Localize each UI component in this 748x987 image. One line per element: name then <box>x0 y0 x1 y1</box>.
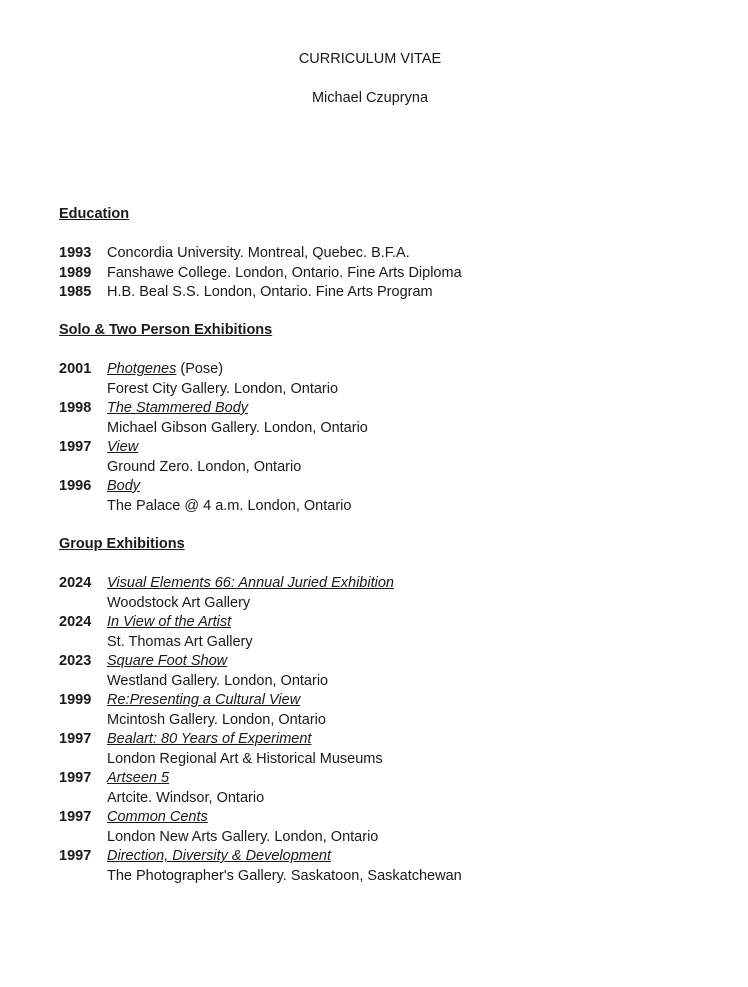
education-text: Concordia University. Montreal, Quebec. B.F.A. <box>107 245 410 261</box>
exhibition-title: Photgenes <box>107 361 177 377</box>
solo-exhibition-item <box>59 399 719 419</box>
exhibition-venue: The Palace @ 4 a.m. London, Ontario <box>107 497 352 514</box>
exhibition-venue: Artcite. Windsor, Ontario <box>107 789 265 806</box>
education-item <box>59 244 719 264</box>
exhibition-year: 2001 <box>59 361 92 377</box>
exhibition-venue: Forest City Gallery. London, Ontario <box>107 380 339 397</box>
exhibition-title: Bealart: 80 Years of Experiment <box>107 731 312 747</box>
exhibition-year: 2024 <box>59 614 92 630</box>
education-item <box>59 264 719 284</box>
solo-exhibitions-heading: Solo & Two Person Exhibitions <box>59 322 273 338</box>
education-item <box>59 283 719 303</box>
exhibition-title: Common Cents <box>107 809 208 825</box>
exhibition-title: Artseen 5 <box>107 770 170 786</box>
education-text: Fanshawe College. London, Ontario. Fine Arts Diploma <box>107 264 462 281</box>
solo-exhibition-item <box>59 360 719 380</box>
exhibition-title: The Stammered Body <box>107 400 249 416</box>
education-section <box>59 205 719 303</box>
exhibition-venue: St. Thomas Art Gallery <box>107 633 253 650</box>
author-name: Michael Czupryna <box>311 90 429 106</box>
exhibition-year: 1996 <box>59 478 92 494</box>
solo-exhibition-item <box>59 438 719 458</box>
education-year: 1985 <box>59 284 92 300</box>
exhibition-note: (Pose) <box>176 361 224 377</box>
group-exhibition-item <box>59 808 719 828</box>
document-title: CURRICULUM VITAE <box>298 51 442 67</box>
exhibition-venue: Woodstock Art Gallery <box>107 594 251 611</box>
group-exhibition-item <box>59 613 719 633</box>
exhibition-year: 1998 <box>59 400 92 416</box>
exhibition-venue: Ground Zero. London, Ontario <box>107 458 302 475</box>
education-year: 1989 <box>59 264 92 281</box>
exhibition-year: 1997 <box>59 848 92 864</box>
solo-exhibition-item <box>59 477 719 497</box>
group-exhibition-item <box>59 730 719 750</box>
exhibition-year: 1997 <box>59 809 92 825</box>
exhibition-title: Visual Elements 66: Annual Juried Exhibition <box>107 575 394 591</box>
exhibition-year: 1999 <box>59 692 92 708</box>
exhibition-year: 1997 <box>59 770 92 786</box>
solo-exhibitions-section <box>59 321 719 516</box>
group-exhibition-item <box>59 847 719 867</box>
exhibition-title: Square Foot Show <box>107 653 228 669</box>
group-exhibitions-heading: Group Exhibitions <box>59 536 185 552</box>
group-exhibitions-section <box>59 535 719 886</box>
group-exhibition-item <box>59 769 719 789</box>
exhibition-venue: Michael Gibson Gallery. London, Ontario <box>107 419 368 436</box>
education-year: 1993 <box>59 245 92 261</box>
exhibition-year: 2024 <box>59 575 92 591</box>
exhibition-title: Re:Presenting a Cultural View <box>107 692 301 708</box>
exhibition-venue: London Regional Art & Historical Museums <box>107 750 383 767</box>
exhibition-venue: London New Arts Gallery. London, Ontario <box>107 828 379 845</box>
exhibition-venue: Westland Gallery. London, Ontario <box>107 672 329 689</box>
group-exhibition-item <box>59 652 719 672</box>
exhibition-venue: The Photographer's Gallery. Saskatoon, Saskatchewan <box>107 867 462 884</box>
education-heading: Education <box>59 206 130 222</box>
group-exhibition-item <box>59 691 719 711</box>
education-text: H.B. Beal S.S. London, Ontario. Fine Arts Program <box>107 284 433 300</box>
exhibition-venue: Mcintosh Gallery. London, Ontario <box>107 711 326 728</box>
group-exhibition-item <box>59 574 719 594</box>
exhibition-title: Body <box>107 478 141 494</box>
exhibition-title: Direction, Diversity & Development <box>107 848 332 864</box>
exhibition-year: 1997 <box>59 439 92 455</box>
exhibition-title: In View of the Artist <box>107 614 232 630</box>
exhibition-year: 1997 <box>59 731 92 747</box>
exhibition-title: View <box>107 439 139 455</box>
exhibition-year: 2023 <box>59 653 92 669</box>
